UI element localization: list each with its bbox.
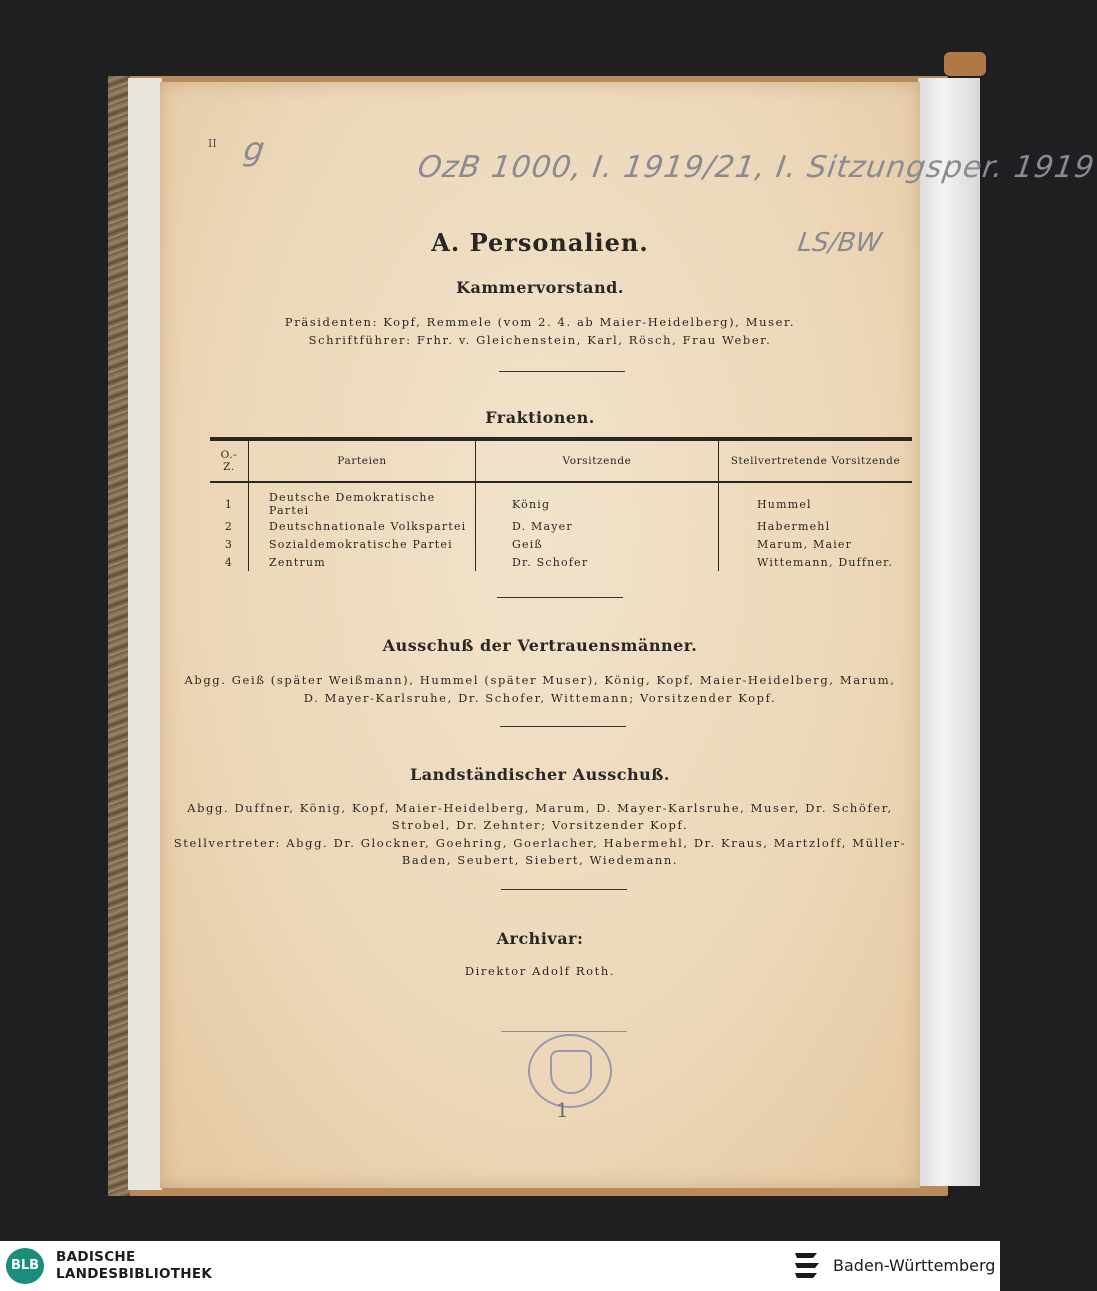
endpaper [128,78,162,1190]
stellv-cell: Marum, Maier [719,535,913,553]
heading-landstaendisch: Landständischer Ausschuß. [410,765,670,784]
page-title: A. Personalien. [431,228,649,257]
column-header: Vorsitzende [476,439,719,482]
table-row [210,482,912,517]
lions-icon [792,1249,824,1283]
row-number: 3 [224,537,234,551]
bw-logo-text[interactable]: Baden-Württemberg [833,1256,996,1275]
partei-cell: Sozialdemokratische Partei [249,535,476,553]
row-number: 2 [224,519,234,533]
praesidenten-line: Präsidenten: Kopf, Remmele (vom 2. 4. ab Maier-Heidelberg), Muser. [284,315,796,329]
partei-cell: Deutschnationale Volkspartei [249,517,476,535]
blb-name-line-2: LANDESBIBLIOTHEK [56,1266,213,1282]
fraktionen-table [210,437,912,571]
column-header: O.-Z. [210,439,249,482]
blb-logo-badge[interactable]: BLB [6,1248,44,1284]
column-header: Stellvertretende Vorsitzende [719,439,913,482]
stellv-cell: Wittemann, Duffner. [719,553,913,571]
divider [500,726,626,727]
landstaendisch-line-4: Baden, Seubert, Siebert, Wiedemann. [401,853,679,867]
partei-cell: Zentrum [249,553,476,571]
divider [501,889,627,890]
schriftfuehrer-line: Schriftführer: Frhr. v. Gleichenstein, Karl, Rösch, Frau Weber. [308,333,772,347]
page-number: II [208,137,217,150]
table-row [210,535,912,553]
row-number: 4 [224,555,234,569]
divider [499,371,625,372]
vorsitz-cell: König [476,482,719,517]
vorsitz-cell: D. Mayer [476,517,719,535]
heading-vertrauensmaenner: Ausschuß der Vertrauensmänner. [382,636,698,655]
vorsitz-cell: Geiß [476,535,719,553]
library-stamp [528,1034,612,1108]
table-row [210,553,912,571]
column-header: Parteien [249,439,476,482]
row-number: 1 [224,497,234,511]
handwritten-signature: OzB 1000, I. 1919/21, I. Sitzungsper. 1919 [415,150,1097,185]
table-header-row [210,439,912,482]
blb-name-line-1: BADISCHE [56,1249,136,1265]
heading-kammervorstand: Kammervorstand. [456,278,624,297]
stellv-cell: Hummel [719,482,913,517]
divider [501,1031,627,1032]
landstaendisch-line-1: Abgg. Duffner, König, Kopf, Maier-Heidelberg, Marum, D. Mayer-Karlsruhe, Muser, Dr. Schöfer, [187,801,893,815]
handwritten-library-code: LS/BW [795,228,884,258]
vertrauensmaenner-line-1: Abgg. Geiß (später Weißmann), Hummel (später Muser), König, Kopf, Maier-Heidelberg, Marum, [184,673,896,687]
stamp-mark: 1 [556,1098,569,1122]
table-row [210,517,912,535]
stellv-cell: Habermehl [719,517,913,535]
page-stack [918,78,980,1186]
heading-fraktionen: Fraktionen. [485,408,595,427]
heading-archivar: Archivar: [496,929,584,948]
handwritten-mark: g [241,130,267,168]
divider [497,597,623,598]
partei-cell: Deutsche Demokratische Partei [249,482,476,517]
archivar-line: Direktor Adolf Roth. [464,964,616,978]
landstaendisch-line-3: Stellvertreter: Abgg. Dr. Glockner, Goehring, Goerlacher, Habermehl, Dr. Kraus, Martzloff, Müller- [173,836,907,850]
vertrauensmaenner-line-2: D. Mayer-Karlsruhe, Dr. Schofer, Wittemann; Vorsitzender Kopf. [303,691,777,705]
blb-logo-text[interactable] [56,1249,212,1283]
landstaendisch-line-2: Strobel, Dr. Zehnter; Vorsitzender Kopf. [391,818,689,832]
footer-bar [0,1241,1000,1291]
marbled-edge [108,76,130,1196]
stamp-shield [550,1050,592,1094]
book-band [944,52,986,76]
vorsitz-cell: Dr. Schofer [476,553,719,571]
